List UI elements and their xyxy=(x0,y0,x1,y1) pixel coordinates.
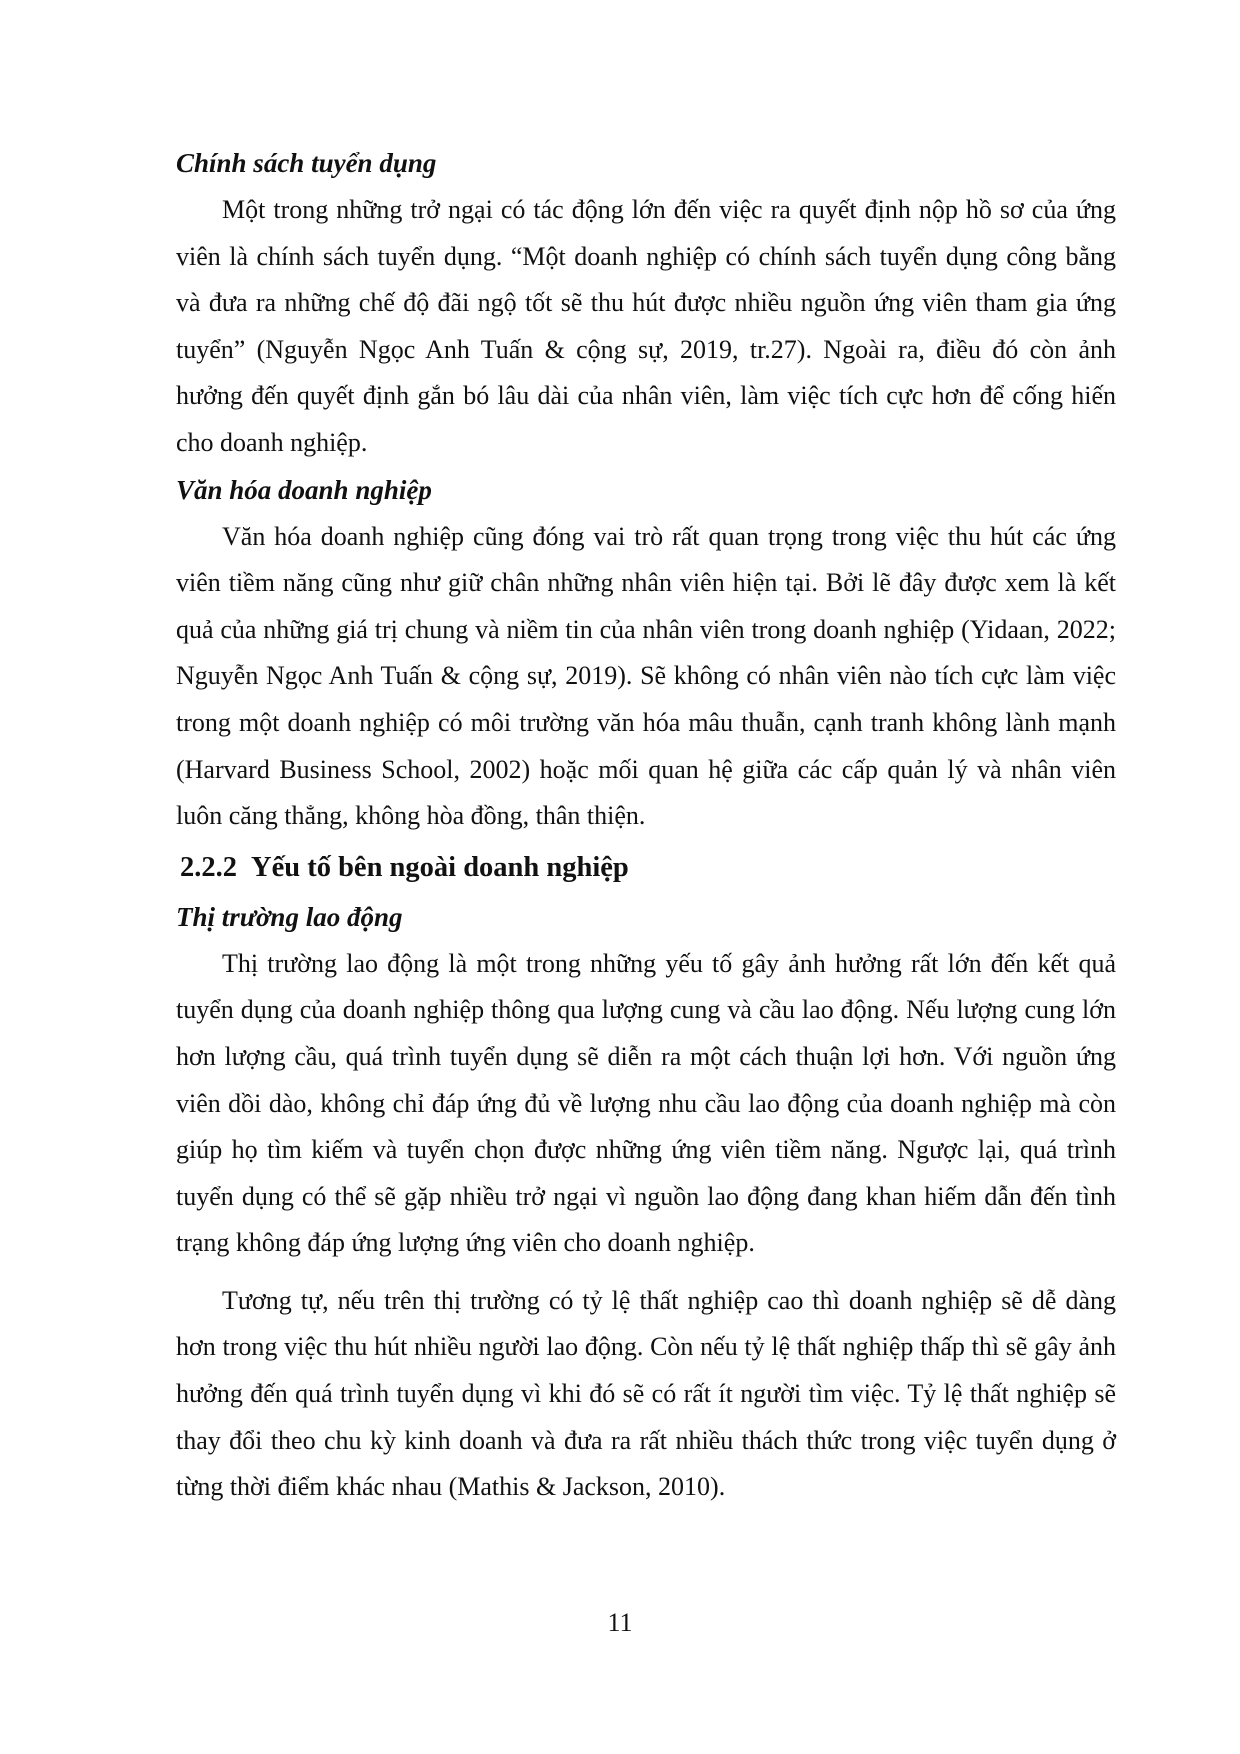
page-number: 11 xyxy=(607,1608,633,1637)
section-title: Yếu tố bên ngoài doanh nghiệp xyxy=(251,851,629,883)
paragraph-labor-market-2: Tương tự, nếu trên thị trường có tỷ lệ thất nghiệp cao thì doanh nghiệp sẽ dễ dàng hơn trong việc thu hút nhiều người lao động. Còn nếu tỷ lệ thất nghiệp thấp thì sẽ gây ảnh hưởng đến quá trình tuyển dụng vì khi đó sẽ có rất ít người tìm việc. Tỷ lệ thất nghiệp sẽ thay đổi theo chu kỳ kinh doanh và đưa ra rất nhiều thách thức trong việc tuyển dụng ở từng thời điểm khác nhau (Mathis & Jackson, 2010). xyxy=(176,1285,1116,1502)
subhead-recruitment-policy: Chính sách tuyển dụng xyxy=(176,148,437,178)
section-number: 2.2.2 xyxy=(180,851,237,883)
section-heading-external-factors xyxy=(176,842,1116,894)
page-body xyxy=(176,140,1116,1511)
subhead-labor-market: Thị trường lao động xyxy=(176,901,403,932)
paragraph-labor-market-1: Thị trường lao động là một trong những yếu tố gây ảnh hưởng rất lớn đến kết quả tuyển dụng của doanh nghiệp thông qua lượng cung và cầu lao động. Nếu lượng cung lớn hơn lượng cầu, quá trình tuyển dụng sẽ diễn ra một cách thuận lợi hơn. Với nguồn ứng viên dồi dào, không chỉ đáp ứng đủ về lượng nhu cầu lao động của doanh nghiệp mà còn giúp họ tìm kiếm và tuyển chọn được những ứng viên tiềm năng. Ngược lại, quá trình tuyển dụng có thể sẽ gặp nhiều trở ngại vì nguồn lao động đang khan hiếm dẫn đến tình trạng không đáp ứng lượng ứng viên cho doanh nghiệp. xyxy=(176,948,1116,1258)
paragraph-corporate-culture: Văn hóa doanh nghiệp cũng đóng vai trò rất quan trọng trong việc thu hút các ứng viên tiềm năng cũng như giữ chân những nhân viên hiện tại. Bởi lẽ đây được xem là kết quả của những giá trị chung và niềm tin của nhân viên trong doanh nghiệp (Yidaan, 2022; Nguyễn Ngọc Anh Tuấn & cộng sự, 2019). Sẽ không có nhân viên nào tích cực làm việc trong một doanh nghiệp có môi trường văn hóa mâu thuẫn, cạnh tranh không lành mạnh (Harvard Business School, 2002) hoặc mối quan hệ giữa các cấp quản lý và nhân viên luôn căng thẳng, không hòa đồng, thân thiện. xyxy=(176,521,1116,831)
paragraph-recruitment-policy: Một trong những trở ngại có tác động lớn đến việc ra quyết định nộp hồ sơ của ứng viên là chính sách tuyển dụng. “Một doanh nghiệp có chính sách tuyển dụng công bằng và đưa ra những chế độ đãi ngộ tốt sẽ thu hút được nhiều nguồn ứng viên tham gia ứng tuyển” (Nguyễn Ngọc Anh Tuấn & cộng sự, 2019, tr.27). Ngoài ra, điều đó còn ảnh hưởng đến quyết định gắn bó lâu dài của nhân viên, làm việc tích cực hơn để cống hiến cho doanh nghiệp. xyxy=(176,195,1116,457)
subhead-corporate-culture: Văn hóa doanh nghiệp xyxy=(176,474,432,505)
